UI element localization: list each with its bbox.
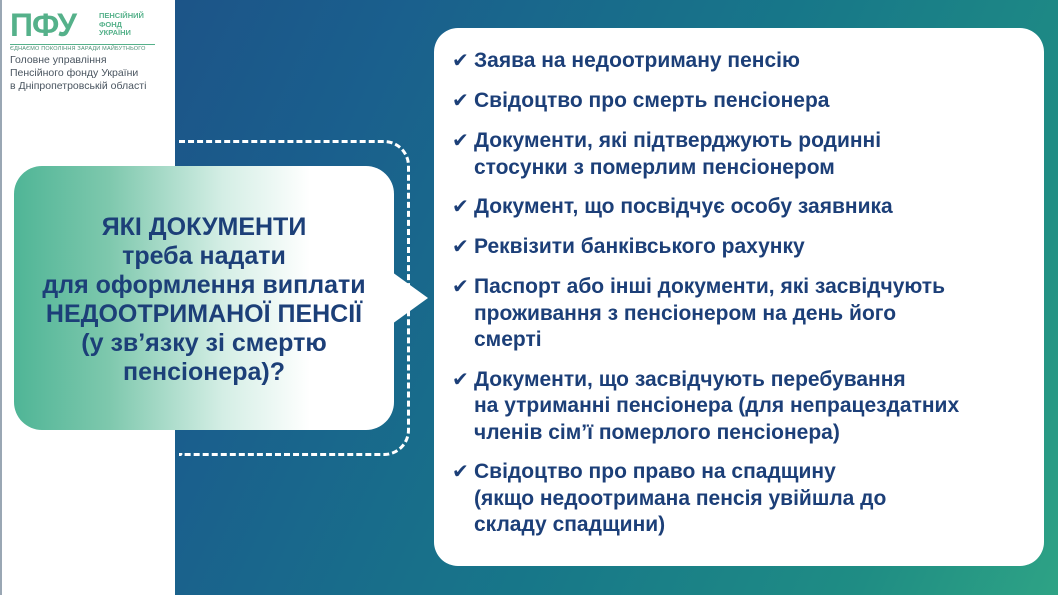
logo-name: ПЕНСІЙНИЙ ФОНД УКРАЇНИ	[99, 11, 144, 37]
check-icon: ✔	[452, 90, 469, 112]
check-icon: ✔	[452, 276, 469, 298]
document-item-text: Документи, що засвідчують перебування на утриманні пенсіонера (для непрацездатних членів сім’ї померлого пенсіонера)	[474, 367, 960, 444]
organization-name: Головне управління Пенсійного фонду України в Дніпропетровській області	[10, 54, 147, 92]
check-icon: ✔	[452, 130, 469, 152]
check-icon: ✔	[452, 461, 469, 483]
document-item-text: Свідоцтво про право на спадщину (якщо недоотримана пенсія увійшла до складу спадщини)	[474, 460, 887, 536]
document-item-text: Документи, які підтверджують родинні стосунки з померлим пенсіонером	[474, 129, 882, 179]
document-item-text: Заява на недоотриману пенсію	[474, 49, 800, 72]
document-item-text: Документ, що посвідчує особу заявника	[474, 195, 893, 218]
list-item	[452, 459, 1034, 539]
check-icon: ✔	[452, 368, 469, 391]
list-item	[452, 274, 1034, 354]
pfu-logo	[10, 8, 170, 52]
list-item	[452, 48, 1034, 75]
document-item-text: Паспорт або інші документи, які засвідчують проживання з пенсіонером на день його смерті	[474, 275, 945, 351]
check-icon: ✔	[452, 50, 469, 72]
documents-list	[434, 28, 1044, 566]
check-icon: ✔	[452, 196, 469, 218]
list-item	[452, 194, 1034, 221]
logo-tagline: ЄДНАЄМО ПОКОЛІННЯ ЗАРАДИ МАЙБУТНЬОГО	[10, 46, 146, 52]
document-item-text: Свідоцтво про смерть пенсіонера	[474, 89, 830, 112]
question-text: ЯКІ ДОКУМЕНТИ треба надати для оформлення виплати НЕДООТРИМАНОЇ ПЕНСІЇ (у зв’язку зі смертю пенсіонера)?	[42, 213, 366, 386]
check-icon: ✔	[452, 236, 469, 258]
list-item	[452, 128, 1034, 181]
pointer-arrow	[392, 272, 428, 324]
question-box	[14, 166, 394, 430]
document-item-text: Реквізити банківського рахунку	[474, 235, 805, 258]
list-item	[452, 367, 1034, 447]
logo-divider	[10, 44, 155, 45]
list-item	[452, 234, 1034, 261]
logo-mark: ПФУ	[10, 7, 76, 43]
list-item	[452, 88, 1034, 115]
